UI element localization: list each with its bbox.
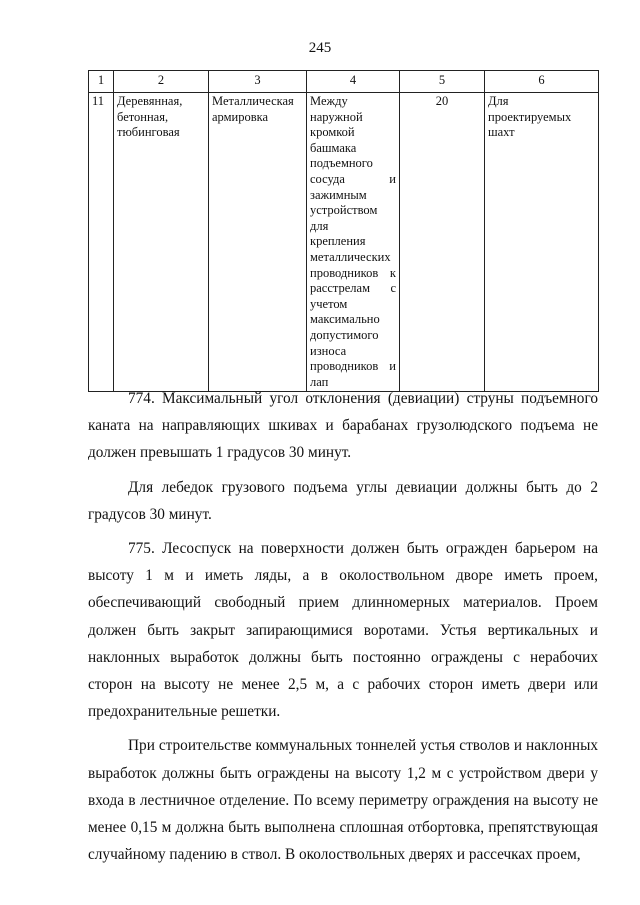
cell-line: башмака <box>310 140 357 155</box>
header-col-2: 2 <box>114 71 209 93</box>
header-col-5: 5 <box>400 71 485 93</box>
cell-line: износа <box>310 343 347 358</box>
table-row <box>89 93 599 392</box>
cell-line: наружной <box>310 109 363 124</box>
header-col-4: 4 <box>307 71 400 93</box>
note-cell <box>485 93 599 392</box>
row-number-cell: 11 <box>89 93 114 392</box>
cell-line: допустимого <box>310 327 379 342</box>
page-number: 245 <box>308 40 332 56</box>
cell-line: для <box>310 218 329 233</box>
header-col-1: 1 <box>89 71 114 93</box>
cell-line: проводников к <box>310 265 396 280</box>
cell-line: зажимным <box>310 187 367 202</box>
cell-line: проводников и <box>310 359 396 374</box>
header-col-3: 3 <box>209 71 307 93</box>
reinforcement-cell <box>209 93 307 392</box>
paragraph-775: 775. Лесоспуск на поверхности должен быть огражден барьером на высоту 1 м и иметь ляды, а в околоствольном дворе иметь проем, обеспечивающий свободный прием длинномерных материалов. Проем должен быть закрыт запирающимися воротами. Устья вертикальных и наклонных выработок должны быть постоянно ограждены с нерабочих сторон на высоту не менее 2,5 м, а с рабочих сторон иметь двери или предохранительные решетки. <box>88 540 598 721</box>
cell-line: крепления <box>310 234 366 249</box>
cell-line: металлических <box>310 249 391 264</box>
cell-line: расстрелам с <box>310 281 396 296</box>
cell-line: подъемного <box>310 156 373 171</box>
cell-line: лап <box>310 374 329 389</box>
cell-line: максимально <box>310 312 380 327</box>
cell-line: Между <box>310 94 348 108</box>
cell-line: кромкой <box>310 125 355 140</box>
header-col-6: 6 <box>485 71 599 93</box>
cell-line: устройством <box>310 203 378 218</box>
requirements-table <box>88 70 599 392</box>
cell-line: Для <box>488 94 509 108</box>
paragraph-775-tunnels: При строительстве коммунальных тоннелей устья стволов и наклонных выработок должны быть ограждены на высоту 1,2 м с устройством двери у входа в лестничное отделение. По всему периметру ограждения на высоту не менее 0,15 м должна быть выполнена сплошная отбортовка, препятствующая случайному падению в ствол. В околоствольных дверях и рассечках проем, <box>88 737 598 864</box>
cell-line: шахт <box>488 125 515 140</box>
cell-line: Металлическая <box>212 94 294 108</box>
distance-value-cell: 20 <box>400 93 485 392</box>
paragraph-774: 774. Максимальный угол отклонения (девиации) струны подъемного каната на направляющих шкивах и барабанах грузолюдского подъема не должен превышать 1 градусов 30 минут. <box>88 390 598 462</box>
cell-line: бетонная, <box>117 109 169 124</box>
cell-line: Деревянная, <box>117 94 183 108</box>
cell-line: армировка <box>212 109 269 124</box>
cell-line: сосуда и <box>310 171 396 186</box>
cell-line: учетом <box>310 296 348 311</box>
cell-line: проектируемых <box>488 109 572 124</box>
location-cell <box>307 93 400 392</box>
cell-line: тюбинговая <box>117 125 180 140</box>
lining-type-cell <box>114 93 209 392</box>
table-header-row <box>89 71 599 93</box>
body-text <box>88 385 598 875</box>
paragraph-774-winches: Для лебедок грузового подъема углы девиации должны быть до 2 градусов 30 минут. <box>88 478 598 523</box>
